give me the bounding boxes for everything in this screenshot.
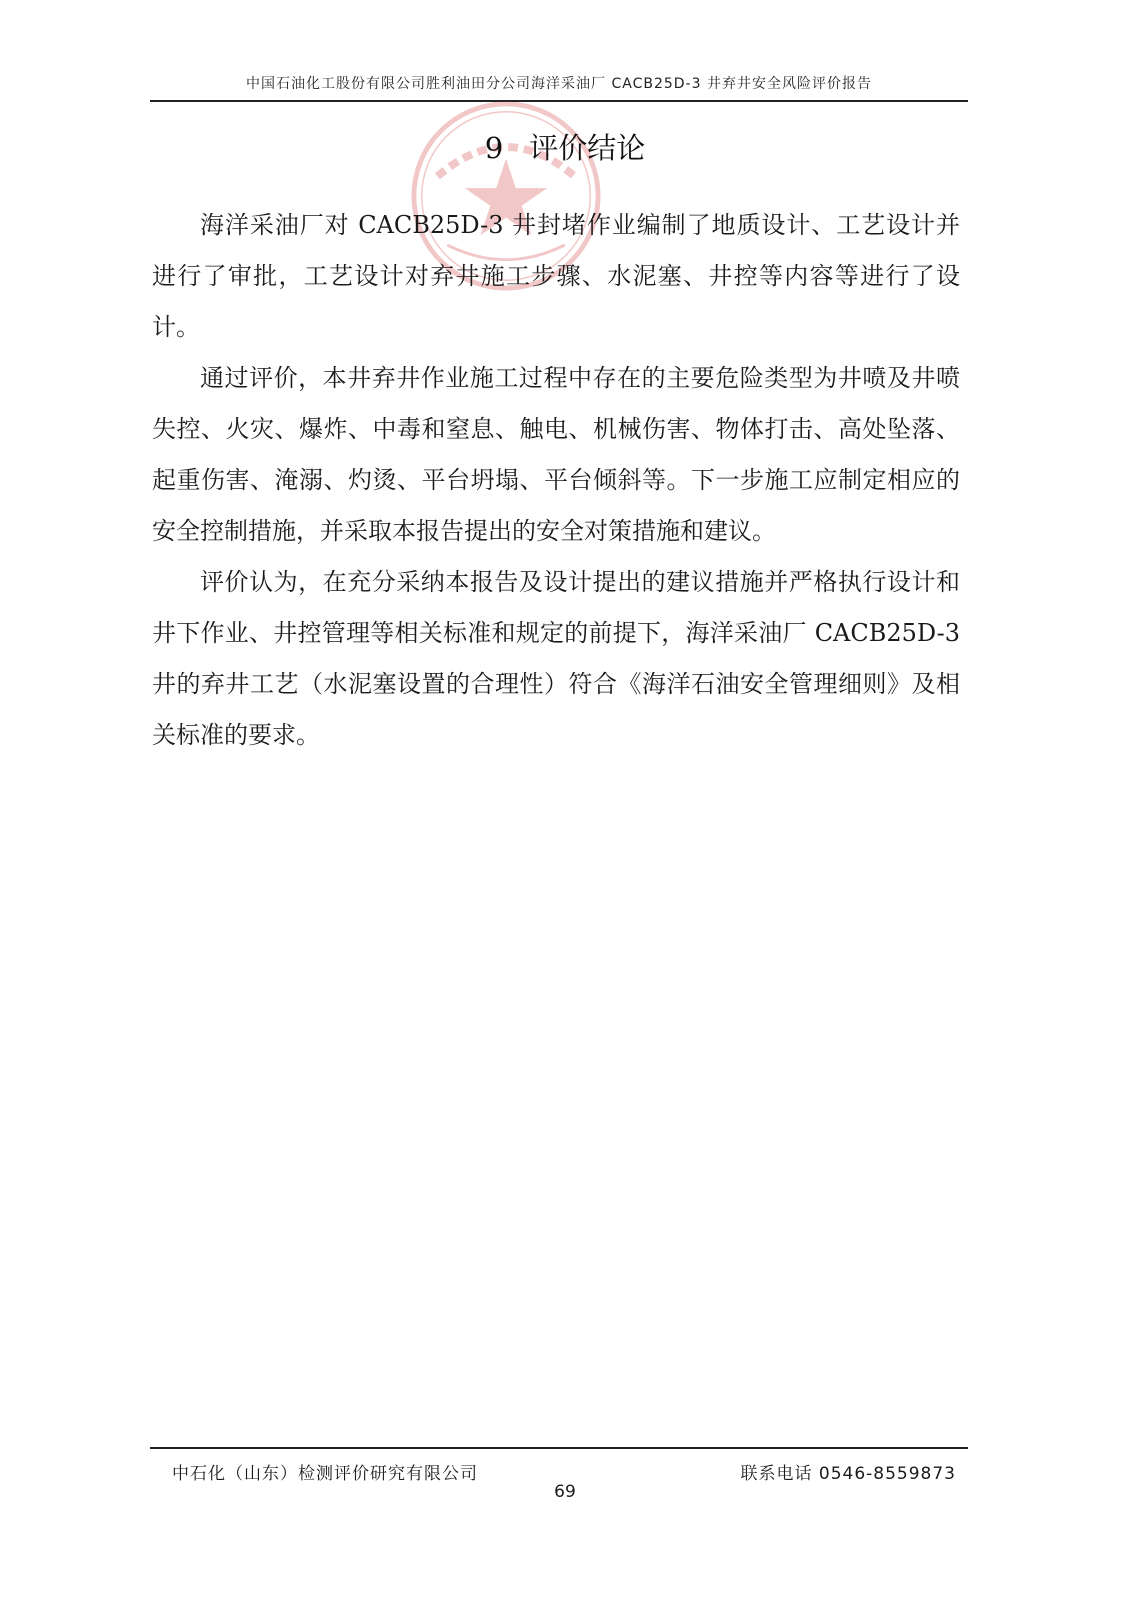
paragraph: 通过评价，本井弃井作业施工过程中存在的主要危险类型为井喷及井喷失控、火灾、爆炸、中毒和窒息、触电、机械伤害、物体打击、高处坠落、起重伤害、淹溺、灼烫、平台坍塌、平台倾斜等。下一步施工应制定相应的安全控制措施，并采取本报告提出的安全对策措施和建议。 <box>152 364 960 545</box>
section-number: 9 <box>484 131 504 165</box>
header-text: 中国石油化工股份有限公司胜利油田分公司海洋采油厂 CACB25D-3 井弃井安全风险评价报告 <box>246 76 872 92</box>
page-number: 69 <box>554 1482 576 1502</box>
footer-phone: 联系电话 0546-8559873 <box>740 1464 956 1484</box>
paragraph: 评价认为，在充分采纳本报告及设计提出的建议措施并严格执行设计和井下作业、井控管理等相关标准和规定的前提下，海洋采油厂 CACB25D-3 井的弃井工艺（水泥塞设置的合理性）符合《海洋石油安全管理细则》及相关标准的要求。 <box>152 568 960 749</box>
paragraph: 海洋采油厂对 CACB25D-3 井封堵作业编制了地质设计、工艺设计并进行了审批，工艺设计对弃井施工步骤、水泥塞、井控等内容等进行了设计。 <box>152 211 960 341</box>
footer-company: 中石化（山东）检测评价研究有限公司 <box>172 1464 478 1484</box>
section-body <box>152 200 960 761</box>
section-title <box>0 128 1130 168</box>
section-title-text: 评价结论 <box>529 131 646 165</box>
